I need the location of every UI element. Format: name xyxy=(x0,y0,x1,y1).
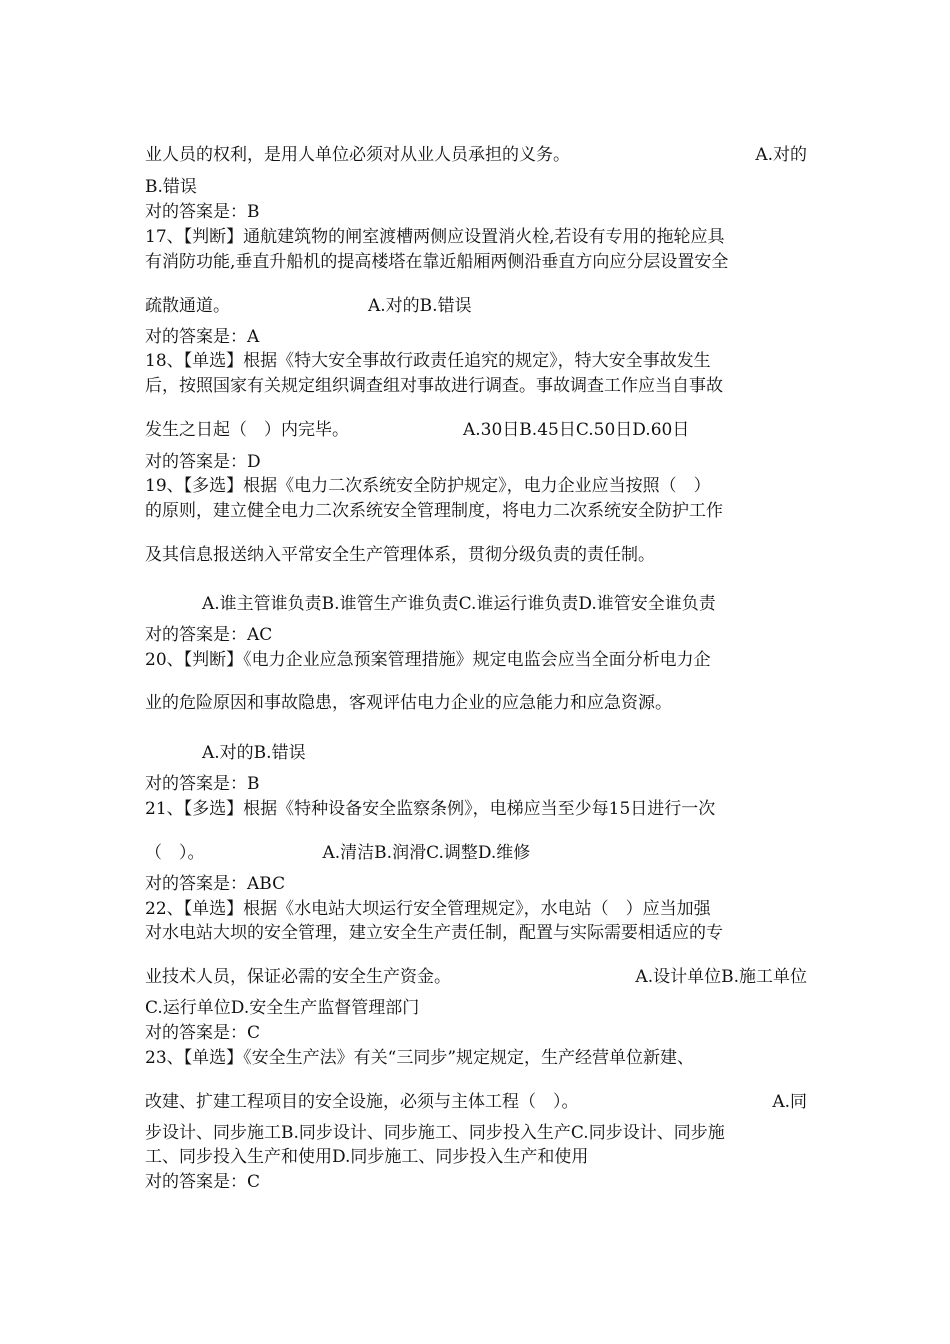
option-text: A.谁主管谁负责B.谁管生产谁负责C.谁运行谁负责D.谁管安全谁负责 xyxy=(202,594,716,614)
option-text: C.运行单位D.安全生产监督管理部门 xyxy=(145,998,420,1018)
option-text: A.清洁B.润滑C.调整D.维修 xyxy=(322,843,531,863)
text-line xyxy=(145,1091,807,1113)
answer-line: 对的答案是：D xyxy=(145,452,261,472)
answer-line: 对的答案是：B xyxy=(145,774,260,794)
option-text: 工、同步投入生产和使用D.同步施工、同步投入生产和使用 xyxy=(145,1147,589,1167)
text-line xyxy=(145,419,807,441)
option-text: A.对的B.错误 xyxy=(368,296,472,316)
option-text: A.30日B.45日C.50日D.60日 xyxy=(463,420,690,440)
question-text: （ ）。 xyxy=(145,843,205,863)
question-text: 20、【判断】《电力企业应急预案管理措施》规定电监会应当全面分析电力企 xyxy=(145,650,711,670)
option-text: B.错误 xyxy=(145,177,197,197)
answer-line: 对的答案是：B xyxy=(145,202,260,222)
answer-line: 对的答案是：C xyxy=(145,1172,261,1192)
text-line xyxy=(145,144,807,166)
answer-line: 对的答案是：C xyxy=(145,1023,261,1043)
option-text: A.设计单位B.施工单位 xyxy=(635,967,807,987)
question-text: 发生之日起（ ）内完毕。 xyxy=(145,420,349,440)
question-text: 改建、扩建工程项目的安全设施，必须与主体工程（ ）。 xyxy=(145,1092,579,1112)
question-text: 的原则，建立健全电力二次系统安全管理制度，将电力二次系统安全防护工作 xyxy=(145,501,723,521)
answer-line: 对的答案是：AC xyxy=(145,625,273,645)
option-text: A.对的B.错误 xyxy=(202,743,306,763)
question-text: 23、【单选】《安全生产法》有关“三同步”规定规定，生产经营单位新建、 xyxy=(145,1048,695,1068)
question-text: 22、【单选】根据《水电站大坝运行安全管理规定》，水电站（ ）应当加强 xyxy=(145,899,711,919)
option-text: 步设计、同步施工B.同步设计、同步施工、同步投入生产C.同步设计、同步施 xyxy=(145,1123,725,1143)
answer-line: 对的答案是：A xyxy=(145,327,260,347)
text-line xyxy=(145,295,807,317)
question-text: 业的危险原因和事故隐患，客观评估电力企业的应急能力和应急资源。 xyxy=(145,693,672,713)
option-text: A.对的 xyxy=(755,145,807,165)
question-text: 业人员的权利，是用人单位必须对从业人员承担的义务。 xyxy=(145,145,570,165)
question-text: 19、【多选】根据《电力二次系统安全防护规定》，电力企业应当按照（ ） xyxy=(145,476,711,496)
option-text: A.同 xyxy=(772,1092,807,1112)
question-text: 疏散通道。 xyxy=(145,296,230,316)
question-text: 17、【判断】通航建筑物的闸室渡槽两侧应设置消火栓,若设有专用的拖轮应具 xyxy=(145,227,725,247)
question-text: 有消防功能,垂直升船机的提高楼塔在靠近船厢两侧沿垂直方向应分层设置安全 xyxy=(145,252,729,272)
question-text: 对水电站大坝的安全管理，建立安全生产责任制，配置与实际需要相适应的专 xyxy=(145,923,723,943)
answer-line: 对的答案是：ABC xyxy=(145,874,286,894)
text-line xyxy=(145,842,807,864)
question-text: 18、【单选】根据《特大安全事故行政责任追究的规定》，特大安全事故发生 xyxy=(145,351,711,371)
text-line xyxy=(145,966,807,988)
question-text: 21、【多选】根据《特种设备安全监察条例》，电梯应当至少每15日进行一次 xyxy=(145,799,716,819)
question-text: 业技术人员，保证必需的安全生产资金。 xyxy=(145,967,451,987)
question-text: 及其信息报送纳入平常安全生产管理体系，贯彻分级负责的责任制。 xyxy=(145,545,655,565)
question-text: 后，按照国家有关规定组织调查组对事故进行调查。事故调查工作应当自事故 xyxy=(145,376,723,396)
